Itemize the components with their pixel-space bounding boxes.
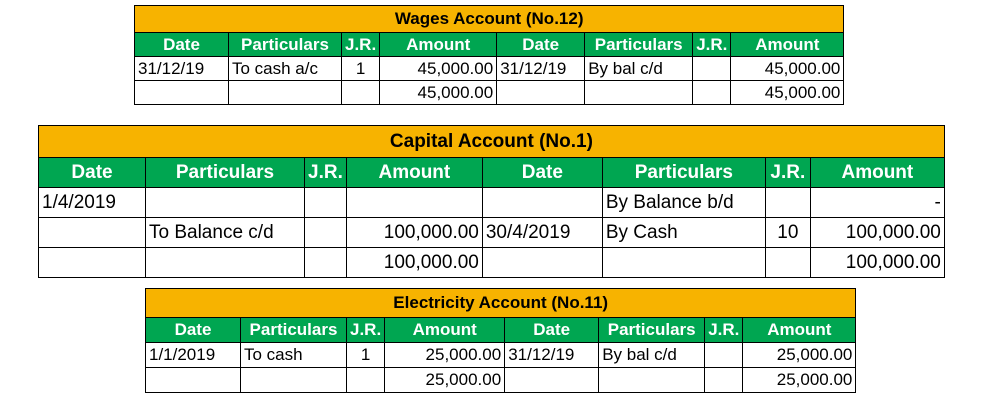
header-particulars: Particulars	[585, 33, 693, 57]
header-particulars: Particulars	[241, 318, 347, 343]
cell-credit-date	[505, 368, 599, 393]
cell-debit-amount	[346, 188, 482, 218]
cell-credit-date	[482, 248, 602, 278]
capital-account-table	[38, 125, 945, 278]
cell-credit-date	[497, 81, 585, 105]
header-date: Date	[497, 33, 585, 57]
cell-credit-date: 30/4/2019	[482, 218, 602, 248]
table-row	[146, 368, 856, 393]
header-jr: J.R.	[765, 158, 810, 188]
cell-credit-jr	[705, 343, 743, 368]
header-amount: Amount	[810, 158, 944, 188]
cell-credit-particulars	[585, 81, 693, 105]
cell-debit-particulars	[241, 368, 347, 393]
electricity-account-table	[145, 288, 856, 393]
cell-debit-jr	[342, 81, 380, 105]
cell-credit-particulars	[602, 248, 765, 278]
cell-debit-jr	[305, 248, 347, 278]
cell-debit-amount: 25,000.00	[385, 343, 505, 368]
header-amount: Amount	[380, 33, 497, 57]
cell-debit-total: 25,000.00	[385, 368, 505, 393]
cell-credit-jr	[765, 248, 810, 278]
header-amount: Amount	[385, 318, 505, 343]
header-date: Date	[146, 318, 241, 343]
cell-debit-particulars	[229, 81, 342, 105]
cell-credit-jr	[693, 81, 731, 105]
header-particulars: Particulars	[229, 33, 342, 57]
cell-debit-amount: 100,000.00	[346, 218, 482, 248]
cell-credit-amount: -	[810, 188, 944, 218]
cell-credit-amount: 45,000.00	[731, 57, 844, 81]
cell-credit-date: 31/12/19	[505, 343, 599, 368]
cell-credit-particulars: By Cash	[602, 218, 765, 248]
cell-credit-jr	[693, 57, 731, 81]
header-amount: Amount	[346, 158, 482, 188]
cell-debit-particulars	[146, 248, 305, 278]
cell-debit-date	[39, 218, 146, 248]
cell-debit-date: 1/4/2019	[39, 188, 146, 218]
cell-credit-date	[482, 188, 602, 218]
table-row	[39, 218, 945, 248]
table-row	[135, 57, 844, 81]
header-jr: J.R.	[305, 158, 347, 188]
table-row	[135, 81, 844, 105]
cell-credit-particulars: By bal c/d	[599, 343, 705, 368]
header-jr: J.R.	[705, 318, 743, 343]
cell-credit-particulars	[599, 368, 705, 393]
header-amount: Amount	[743, 318, 856, 343]
cell-credit-jr: 10	[765, 218, 810, 248]
header-jr: J.R.	[693, 33, 731, 57]
cell-debit-date: 31/12/19	[135, 57, 229, 81]
header-jr: J.R.	[347, 318, 385, 343]
header-particulars: Particulars	[146, 158, 305, 188]
header-particulars: Particulars	[602, 158, 765, 188]
cell-credit-total: 45,000.00	[731, 81, 844, 105]
header-date: Date	[135, 33, 229, 57]
cell-debit-amount: 45,000.00	[380, 57, 497, 81]
header-date: Date	[505, 318, 599, 343]
table-row	[39, 188, 945, 218]
cell-debit-date	[146, 368, 241, 393]
header-jr: J.R.	[342, 33, 380, 57]
capital-account-title: Capital Account (No.1)	[39, 126, 945, 158]
cell-credit-total: 25,000.00	[743, 368, 856, 393]
cell-credit-particulars: By bal c/d	[585, 57, 693, 81]
cell-debit-total: 45,000.00	[380, 81, 497, 105]
header-date: Date	[39, 158, 146, 188]
table-row	[39, 248, 945, 278]
cell-debit-jr: 1	[342, 57, 380, 81]
cell-credit-amount: 100,000.00	[810, 218, 944, 248]
cell-debit-date	[39, 248, 146, 278]
electricity-account-title: Electricity Account (No.11)	[146, 289, 856, 318]
wages-account-table	[134, 5, 844, 105]
cell-debit-jr	[305, 218, 347, 248]
cell-credit-amount: 25,000.00	[743, 343, 856, 368]
header-particulars: Particulars	[599, 318, 705, 343]
cell-debit-particulars: To Balance c/d	[146, 218, 305, 248]
cell-debit-date: 1/1/2019	[146, 343, 241, 368]
cell-debit-particulars: To cash a/c	[229, 57, 342, 81]
cell-credit-total: 100,000.00	[810, 248, 944, 278]
cell-debit-jr: 1	[347, 343, 385, 368]
wages-account-title: Wages Account (No.12)	[135, 6, 844, 33]
cell-credit-date: 31/12/19	[497, 57, 585, 81]
cell-debit-jr	[347, 368, 385, 393]
table-row	[146, 343, 856, 368]
cell-credit-jr	[705, 368, 743, 393]
cell-debit-particulars	[146, 188, 305, 218]
cell-debit-jr	[305, 188, 347, 218]
cell-debit-particulars: To cash	[241, 343, 347, 368]
cell-credit-jr	[765, 188, 810, 218]
cell-debit-total: 100,000.00	[346, 248, 482, 278]
header-amount: Amount	[731, 33, 844, 57]
cell-debit-date	[135, 81, 229, 105]
cell-credit-particulars: By Balance b/d	[602, 188, 765, 218]
header-date: Date	[482, 158, 602, 188]
